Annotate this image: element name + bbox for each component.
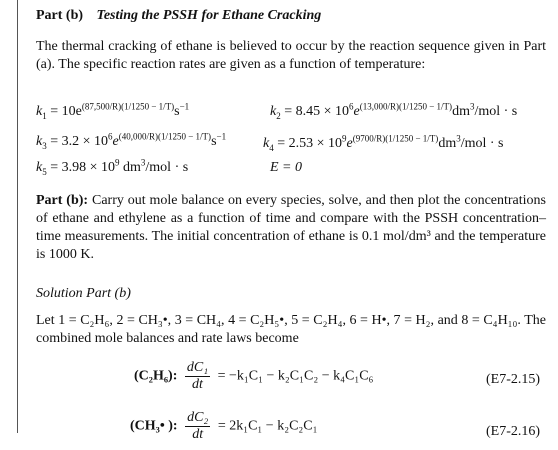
equation-species: (C₂H₆):: [134, 368, 178, 384]
section-title: Testing the PSSH for Ethane Cracking: [96, 8, 322, 23]
part-b-label: Part (b):: [36, 193, 89, 208]
derivative-fraction: $\frac{\text{dC₁}}{dt}$: [186, 360, 209, 392]
rate-k3: $k_3 = 3.2 \times 10^6e^{(40,000/R)(1/1250 - 1/T)}s^{-1}$: [36, 131, 227, 151]
rate-k5: $k_5 = 3.98 \times 10^9$ $dm^3$/mol · s: [36, 157, 189, 177]
section-header: [36, 8, 321, 24]
part-b-text: Carry out mole balance on every species, solve, and then plot the concentrations of ethane and ethylene as a function of time and compare with the PSSH concentration–time measurements. The initial concentration of ethane is 0.1 mol/dm³ and the temperature is 1000 K.: [36, 193, 546, 262]
equation-e7-2-15: [134, 360, 373, 393]
let-paragraph: Let 1 = C₂H₆, 2 = CH₃•, 3 = CH₄, 4 = C₂H₅•, 5 = C₂H₄, 6 = H•, 7 = H₂, and 8 = C₄H₁₀. The combined mole balances and rate laws become: [36, 313, 546, 346]
derivative-fraction: $\frac{\text{dC₂}}{dt}$: [187, 410, 209, 442]
equation-e7-2-16: [130, 410, 318, 443]
equation-number: (E7-2.16): [486, 424, 541, 439]
part-label: Part (b): [36, 8, 84, 23]
equation-rhs: = −k₁C₁ − k₂C₁C₂ − k₄C₁C₆: [217, 368, 374, 384]
activation-energy: E = 0: [270, 160, 302, 175]
solution-heading: Solution Part (b): [36, 286, 131, 301]
left-margin-rule: [17, 0, 18, 433]
part-b-paragraph: [36, 192, 546, 264]
rate-k4: $k_4 = 2.53 \times 10^9e^{(9700/R)(1/1250 - 1/T)}dm^3/mol \cdot s$: [263, 133, 504, 153]
intro-paragraph: The thermal cracking of ethane is believed to occur by the reaction sequence given in Part (a). The specific reaction rates are given as a function of temperature:: [36, 39, 546, 72]
equation-rhs: = 2k₁C₁ − k₂C₂C₁: [217, 418, 318, 434]
equation-number: (E7-2.15): [486, 372, 541, 387]
equation-species: (CH₃• ):: [130, 418, 178, 434]
rate-k2: $k_2 = 8.45 \times 10^6e^{(13,000/R)(1/1250 - 1/T)}dm^3/mol \cdot s$: [270, 101, 518, 121]
rate-k1: $k_1 = 10e^{(87,500/R)(1/1250 - 1/T)}s^{-1}$: [36, 101, 190, 121]
